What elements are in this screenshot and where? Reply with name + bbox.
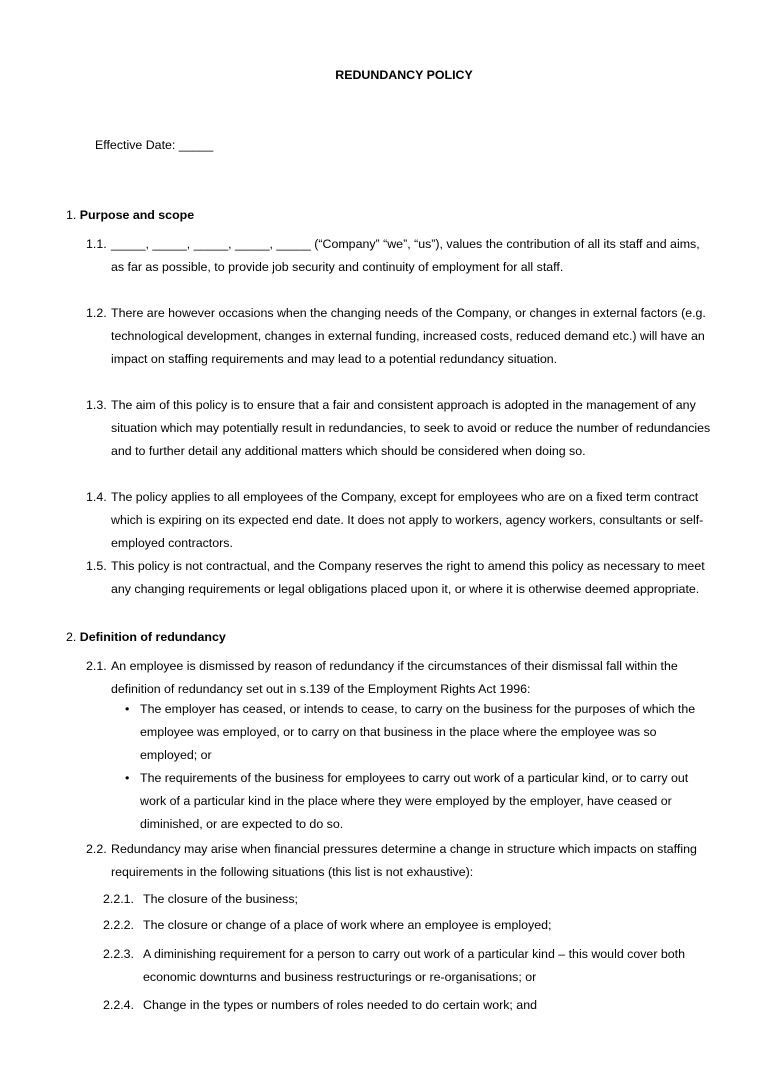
clause-number: 1.4. (86, 490, 107, 504)
clause-2-2-1 (103, 888, 712, 911)
clause-number: 1.2. (86, 306, 107, 320)
bullet-text: The employer has ceased, or intends to cease, to carry on the business for the purposes of which the employee was employed, or to carry on that business in the place where the employee was so employed; or (140, 702, 696, 762)
clause-text: The closure or change of a place of work where an employee is employed; (143, 918, 552, 932)
clause-text: Change in the types or numbers of roles needed to do certain work; and (143, 998, 537, 1012)
section-number: 1. (66, 208, 77, 222)
clause-2-2-3 (103, 943, 712, 989)
clause-1-5 (86, 555, 712, 601)
clause-text: There are however occasions when the changing needs of the Company, or changes in external factors (e.g. technological development, changes in external funding, increased costs, reduced demand etc.) will have an impact on staffing requirements and may lead to a potential redundancy situation. (111, 306, 706, 366)
clause-text: A diminishing requirement for a person to carry out work of a particular kind – this would cover both economic downturns and business restructurings or re-organisations; or (143, 947, 686, 984)
section-number: 2. (66, 630, 77, 644)
clause-text: _____, _____, _____, _____, _____ (“Company” “we”, “us”), values the contribution of all its staff and aims, as far as possible, to provide job security and continuity of employment for all staff. (111, 237, 700, 274)
bullet-item (115, 698, 712, 767)
effective-date: Effective Date: _____ (95, 138, 214, 152)
bullet-icon: • (125, 702, 130, 716)
clause-2-2 (86, 838, 712, 884)
clause-text: An employee is dismissed by reason of redundancy if the circumstances of their dismissal fall within the definition of redundancy set out in s.139 of the Employment Rights Act 1996: (111, 659, 678, 696)
section-heading-definition (66, 626, 226, 649)
clause-number: 2.1. (86, 659, 107, 673)
clause-1-4 (86, 486, 712, 555)
clause-number: 1.3. (86, 398, 107, 412)
clause-number: 1.5. (86, 559, 107, 573)
clause-1-3 (86, 394, 712, 463)
clause-text: The policy applies to all employees of the Company, except for employees who are on a fixed term contract which is expiring on its expected end date. It does not apply to workers, agency workers, consultants or self-employed contractors. (111, 490, 704, 550)
document-title: REDUNDANCY POLICY (335, 68, 473, 82)
clause-1-1 (86, 233, 712, 279)
clause-number: 2.2.2. (103, 918, 135, 932)
clause-text: The closure of the business; (143, 892, 298, 906)
clause-number: 1.1. (86, 237, 107, 251)
section-title: Purpose and scope (79, 208, 195, 222)
clause-1-2 (86, 302, 712, 371)
bullet-item (115, 767, 712, 836)
section-heading-purpose (66, 204, 194, 227)
clause-text: This policy is not contractual, and the Company reserves the right to amend this policy as necessary to meet any changing requirements or legal obligations placed upon it, or where it is otherwise deemed appropriate. (111, 559, 705, 596)
clause-number: 2.2.1. (103, 892, 135, 906)
clause-number: 2.2.3. (103, 947, 135, 961)
clause-text: Redundancy may arise when financial pressures determine a change in structure which impacts on staffing requirements in the following situations (this list is not exhaustive): (111, 842, 697, 879)
clause-2-1 (86, 655, 712, 701)
section-title: Definition of redundancy (79, 630, 226, 644)
clause-number: 2.2. (86, 842, 107, 856)
bullet-text: The requirements of the business for employees to carry out work of a particular kind, or to carry out work of a particular kind in the place where they were employed by the employer, have ceased or diminished, or are expected to do so. (140, 771, 689, 831)
clause-text: The aim of this policy is to ensure that a fair and consistent approach is adopted in the management of any situation which may potentially result in redundancies, to seek to avoid or reduce the number of redundancies and to further detail any additional matters which should be considered when doing so. (111, 398, 711, 458)
bullet-icon: • (125, 771, 130, 785)
clause-2-2-2 (103, 914, 712, 937)
clause-number: 2.2.4. (103, 998, 135, 1012)
clause-2-2-4 (103, 994, 712, 1017)
